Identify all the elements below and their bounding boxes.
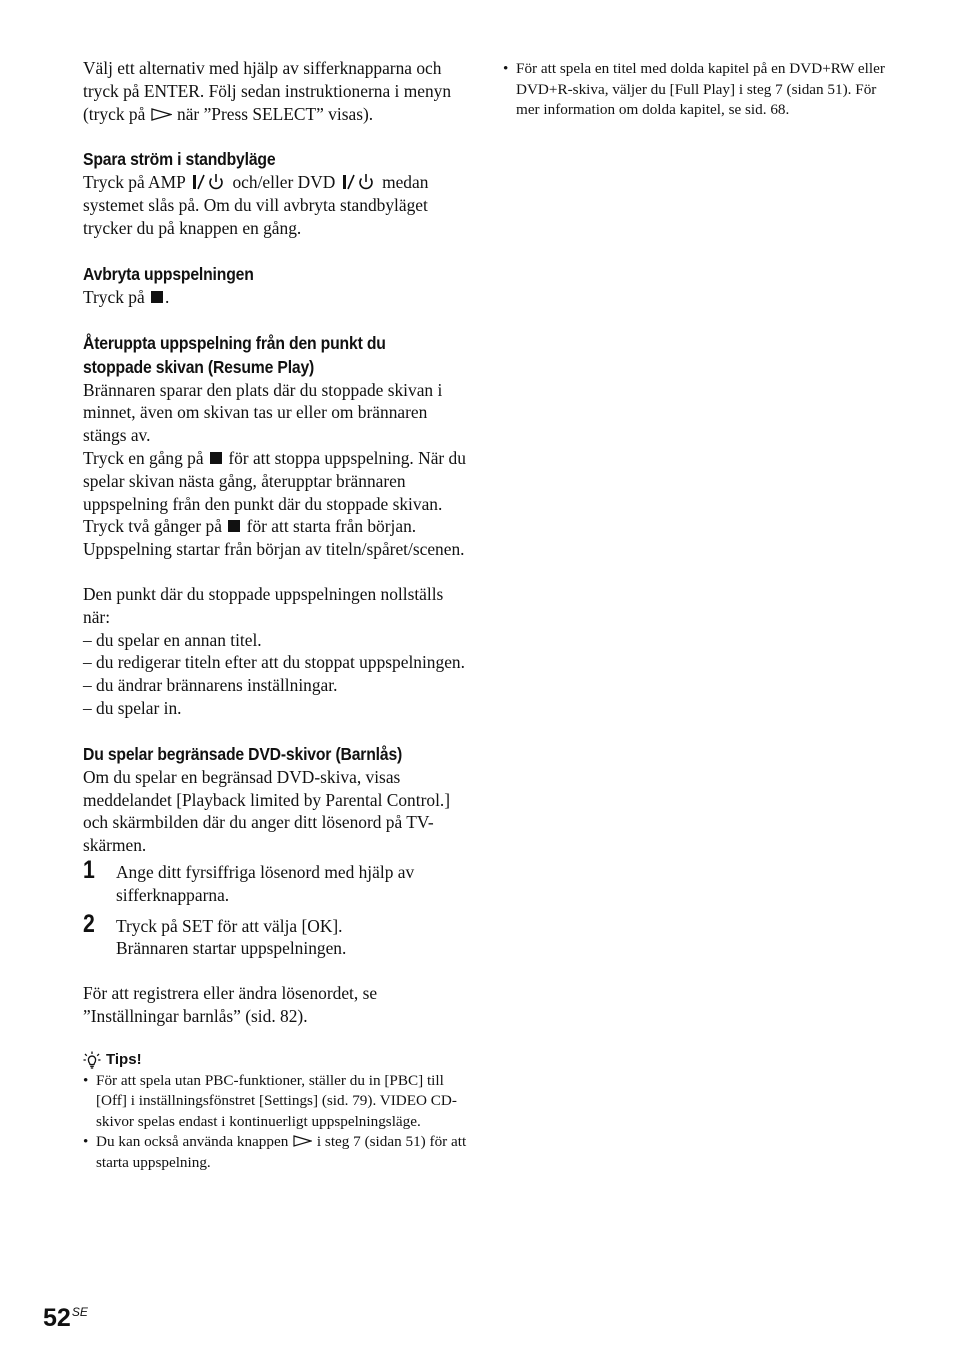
play-triangle-icon bbox=[293, 1135, 312, 1147]
list-item-text: För att spela en titel med dolda kapitel på en DVD+RW eller DVD+R-skiva, väljer du [Full Play] i steg 7 (sidan 51). För mer information om dolda kapitel, se sid. 68. bbox=[516, 60, 885, 118]
intro-text-1: Välj ett alternativ med hjälp av sifferknapparna och tryck på ENTER. Följ sedan instruktionerna i menyn (tryck på bbox=[83, 58, 452, 124]
list-item-text: i steg 7 (sidan 51) för att starta uppspelning. bbox=[96, 1133, 467, 1171]
tips-list bbox=[83, 1071, 469, 1174]
list-item: – du ändrar brännarens inställningar. bbox=[83, 675, 338, 696]
standby-heading: Spara ström i standbyläge bbox=[83, 149, 276, 170]
step-text: Ange ditt fyrsiffriga lösenord med hjälp av sifferknapparna. bbox=[116, 861, 415, 905]
notes-list bbox=[503, 59, 893, 121]
stop-paragraph bbox=[83, 286, 469, 309]
right-column bbox=[503, 59, 893, 121]
play-triangle-icon bbox=[151, 108, 172, 121]
reset-intro: Den punkt där du stoppade uppspelningen nollställs när: bbox=[83, 583, 444, 627]
parental-outro: För att registrera eller ändra lösenordet, se ”Inställningar barnlås” (sid. 82). bbox=[83, 983, 378, 1026]
standby-text-3: medan systemet slås på. Om du vill avbryta standbyläget trycker du på knappen en gång. bbox=[83, 172, 429, 238]
parental-heading: Du spelar begränsade DVD-skivor (Barnlås) bbox=[83, 743, 403, 764]
list-item-text: du spelar in. bbox=[96, 697, 182, 718]
step-number: 2 bbox=[83, 909, 95, 938]
power-standby-icon bbox=[191, 173, 227, 191]
list-item: • Du kan också använda knappen i steg 7 (sidan 51) för att starta uppspelning. bbox=[83, 1133, 467, 1171]
list-item: – du spelar in. bbox=[83, 697, 182, 718]
stop-text-1: Tryck på bbox=[83, 286, 145, 307]
standby-text-1: Tryck på AMP bbox=[83, 172, 186, 193]
stop-square-icon bbox=[151, 291, 163, 303]
step-text: Tryck på SET för att välja [OK]. bbox=[116, 915, 343, 936]
resume-text-2a: Tryck en gång på bbox=[83, 447, 204, 468]
resume-heading: Återuppta uppspelning från den punkt du stoppade skivan (Resume Play) bbox=[83, 332, 386, 377]
power-standby-icon bbox=[341, 173, 377, 191]
standby-text-2: och/eller DVD bbox=[232, 172, 336, 193]
page-number-suffix: SE bbox=[71, 1305, 88, 1319]
list-item-text: Du kan också använda knappen bbox=[96, 1133, 289, 1151]
list-item-text: du redigerar titeln efter att du stoppat uppspelningen. bbox=[96, 652, 465, 673]
intro-paragraph bbox=[83, 57, 469, 125]
list-item: • För att spela en titel med dolda kapitel på en DVD+RW eller DVD+R-skiva, väljer du [Full Play] i steg 7 (sidan 51). För mer information om dolda kapitel, se sid. 68. bbox=[503, 60, 885, 118]
resume-text-3a: Tryck två gånger på bbox=[83, 516, 222, 537]
tips-label: Tips! bbox=[106, 1050, 142, 1068]
stop-square-icon bbox=[228, 520, 240, 532]
list-item-text: du ändrar brännarens inställningar. bbox=[96, 675, 338, 696]
list-item-text: För att spela utan PBC-funktioner, ställer du in [PBC] till [Off] i inställningsfönstret [Settings] (sid. 79). VIDEO CD-skivor spelas endast i kontinuerligt uppspelningsläge. bbox=[96, 1071, 457, 1130]
resume-text-3b: för att starta från början. Uppspelning startar från början av titeln/spåret/scenen. bbox=[83, 516, 465, 560]
step-1 bbox=[83, 855, 469, 907]
list-item: – du redigerar titeln efter att du stoppat uppspelningen. bbox=[83, 652, 465, 673]
step-subtext: Brännaren startar uppspelningen. bbox=[116, 938, 347, 959]
left-column bbox=[83, 57, 469, 1173]
parental-intro: Om du spelar en begränsad DVD-skiva, visas meddelandet [Playback limited by Parental Control.] och skärmbilden där du anger ditt lösenord på TV-skärmen. bbox=[83, 766, 451, 856]
stop-text-2: . bbox=[165, 286, 170, 307]
reset-list bbox=[83, 629, 469, 720]
page-number bbox=[43, 1296, 88, 1334]
list-item: • För att spela utan PBC-funktioner, ställer du in [PBC] till [Off] i inställningsfönstret [Settings] (sid. 79). VIDEO CD-skivor spelas endast i kontinuerligt uppspelningsläge. bbox=[83, 1071, 457, 1130]
step-2 bbox=[83, 909, 469, 961]
list-item-text: du spelar en annan titel. bbox=[96, 629, 262, 650]
stop-square-icon bbox=[210, 452, 222, 464]
tips-header bbox=[83, 1050, 469, 1070]
page-number-value: 52 bbox=[43, 1304, 71, 1332]
resume-paragraph-2 bbox=[83, 447, 469, 515]
resume-paragraph-3 bbox=[83, 515, 469, 561]
list-item: – du spelar en annan titel. bbox=[83, 629, 262, 650]
intro-text-2: när ”Press SELECT” visas). bbox=[177, 103, 374, 124]
lightbulb-icon bbox=[83, 1051, 101, 1069]
resume-paragraph-1: Brännaren sparar den plats där du stoppade skivan i minnet, även om skivan tas ur eller om brännaren stängs av. bbox=[83, 379, 443, 446]
stop-heading: Avbryta uppspelningen bbox=[83, 263, 254, 284]
step-number: 1 bbox=[83, 855, 95, 884]
standby-paragraph bbox=[83, 171, 469, 239]
resume-text-2b: för att stoppa uppspelning. När du spelar skivan nästa gång, återupptar brännaren uppspelning från den punkt där du stoppade skivan. bbox=[83, 447, 466, 514]
